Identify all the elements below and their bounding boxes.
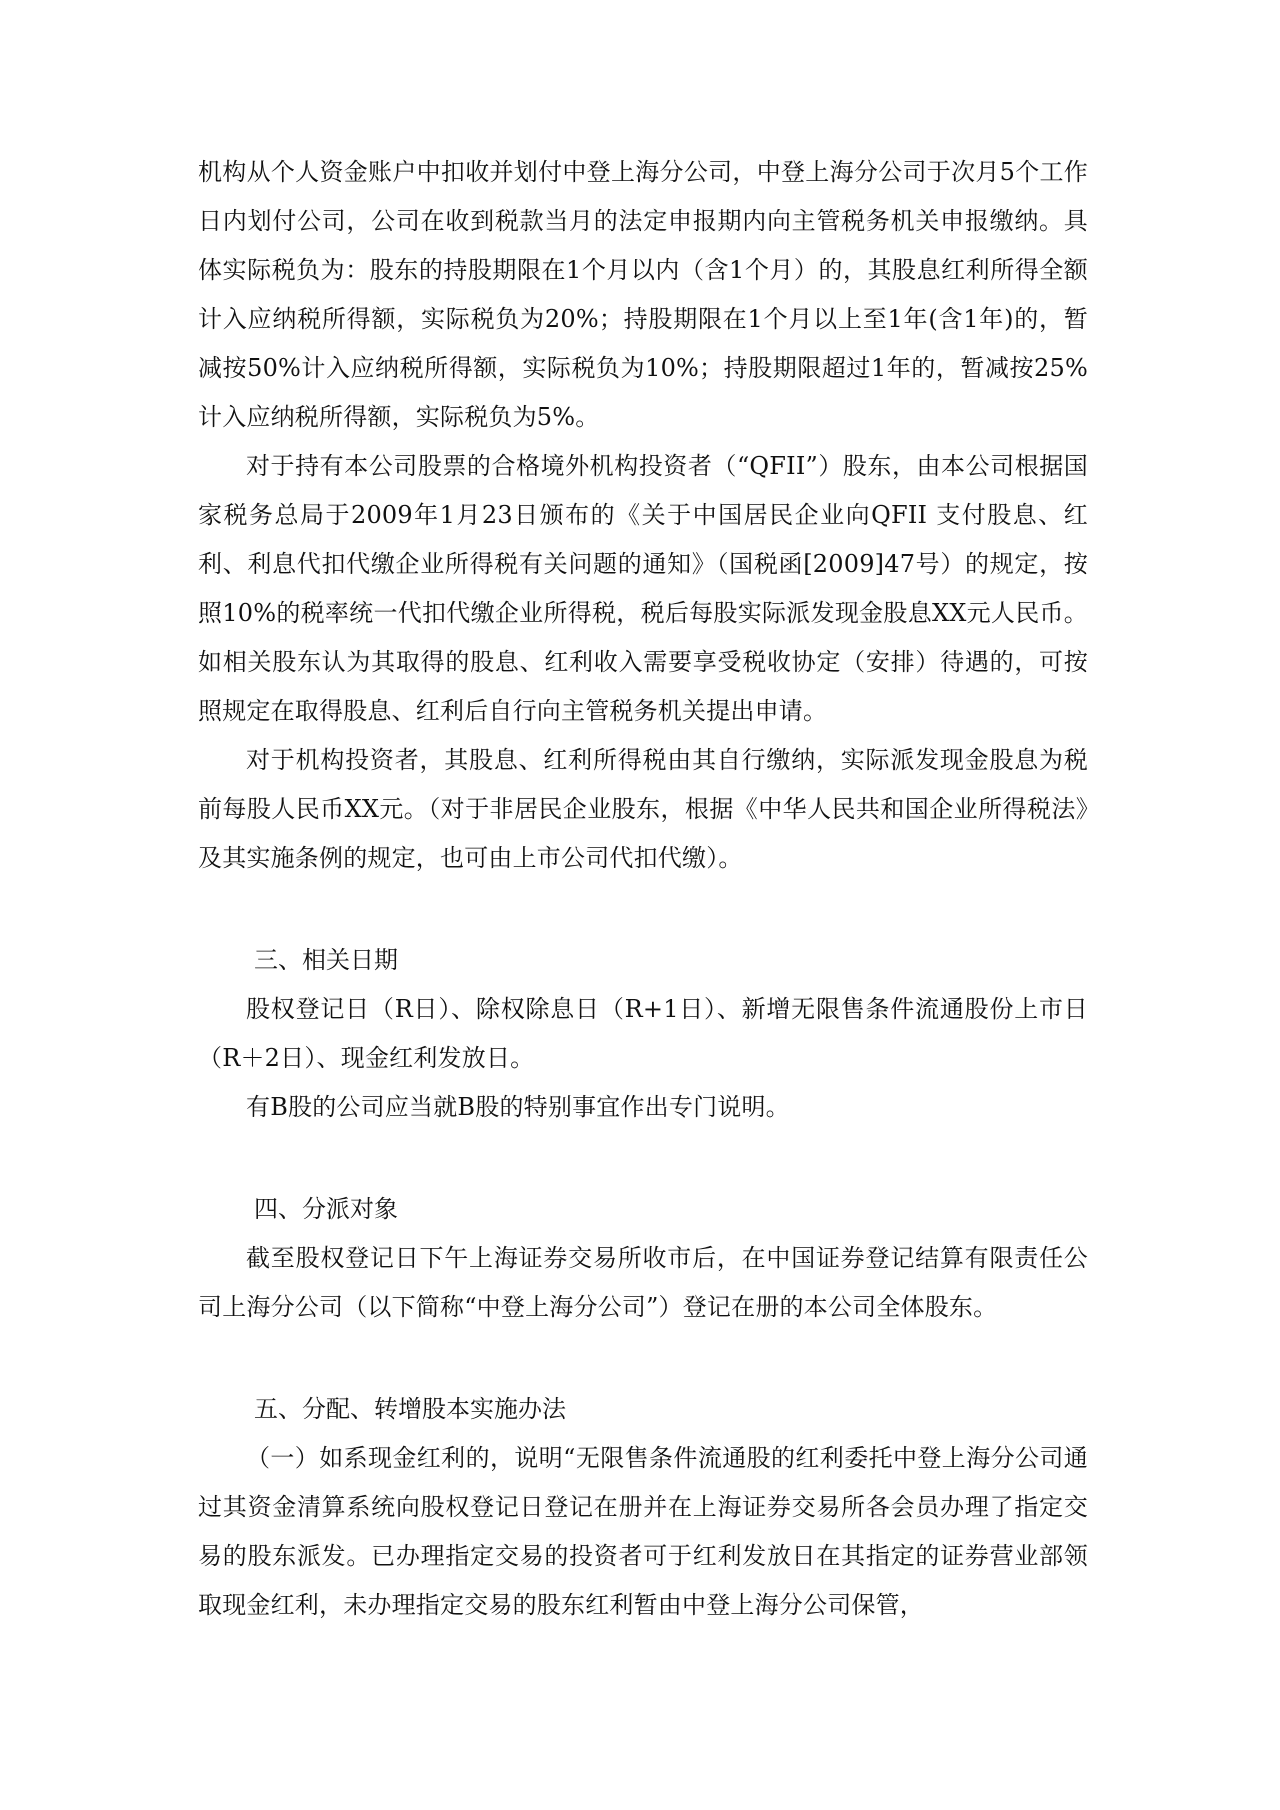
paragraph-qfii-tax: 对于持有本公司股票的合格境外机构投资者（“QFII”）股东，由本公司根据国家税务总局于2009年1月23日颁布的《关于中国居民企业向QFII 支付股息、红利、利息代扣代缴企业所得税有关问题的通知》（国税函[2009]47号）的规定，按照10%的税率统一代扣代缴企业所得税，税后每股实际派发现金股息XX元人民币。如相关股东认为其取得的股息、红利收入需要享受税收协定（安排）待遇的，可按照规定在取得股息、红利后自行向主管税务机关提出申请。 [198,452,1088,725]
section-spacer [198,1332,1088,1385]
paragraph-cash-dividend: （一）如系现金红利的，说明“无限售条件流通股的红利委托中登上海分公司通过其资金清算系统向股权登记日登记在册并在上海证券交易所各会员办理了指定交易的股东派发。已办理指定交易的投资者可于红利发放日在其指定的证券营业部领取现金红利，未办理指定交易的股东红利暂由中登上海分公司保管， [198,1444,1088,1619]
paragraph-dates: 股权登记日（R日）、除权除息日（R+1日）、新增无限售条件流通股份上市日（R＋2日）、现金红利发放日。 [198,995,1088,1072]
paragraph-b-share: 有B股的公司应当就B股的特别事宜作出专门说明。 [246,1093,790,1121]
section-spacer [198,883,1088,936]
paragraph-individual-tax: 机构从个人资金账户中扣收并划付中登上海分公司，中登上海分公司于次月5个工作日内划付公司，公司在收到税款当月的法定申报期内向主管税务机关申报缴纳。具体实际税负为：股东的持股期限在1个月以内（含1个月）的，其股息红利所得全额计入应纳税所得额，实际税负为20%；持股期限在1个月以上至1年(含1年)的，暂减按50%计入应纳税所得额，实际税负为10%；持股期限超过1年的，暂减按25%计入应纳税所得额，实际税负为5%。 [198,158,1088,431]
section-spacer [198,1132,1088,1185]
section-heading-implementation: 五、分配、转增股本实施办法 [254,1395,566,1423]
section-heading-recipients: 四、分派对象 [254,1195,398,1223]
section-heading-dates: 三、相关日期 [254,946,398,974]
paragraph-recipients: 截至股权登记日下午上海证券交易所收市后，在中国证券登记结算有限责任公司上海分公司（以下简称“中登上海分公司”）登记在册的本公司全体股东。 [198,1244,1088,1321]
document-body [198,148,1088,1630]
paragraph-institutional-tax: 对于机构投资者，其股息、红利所得税由其自行缴纳，实际派发现金股息为税前每股人民币XX元。（对于非居民企业股东，根据《中华人民共和国企业所得税法》及其实施条例的规定，也可由上市公司代扣代缴）。 [198,746,1088,872]
